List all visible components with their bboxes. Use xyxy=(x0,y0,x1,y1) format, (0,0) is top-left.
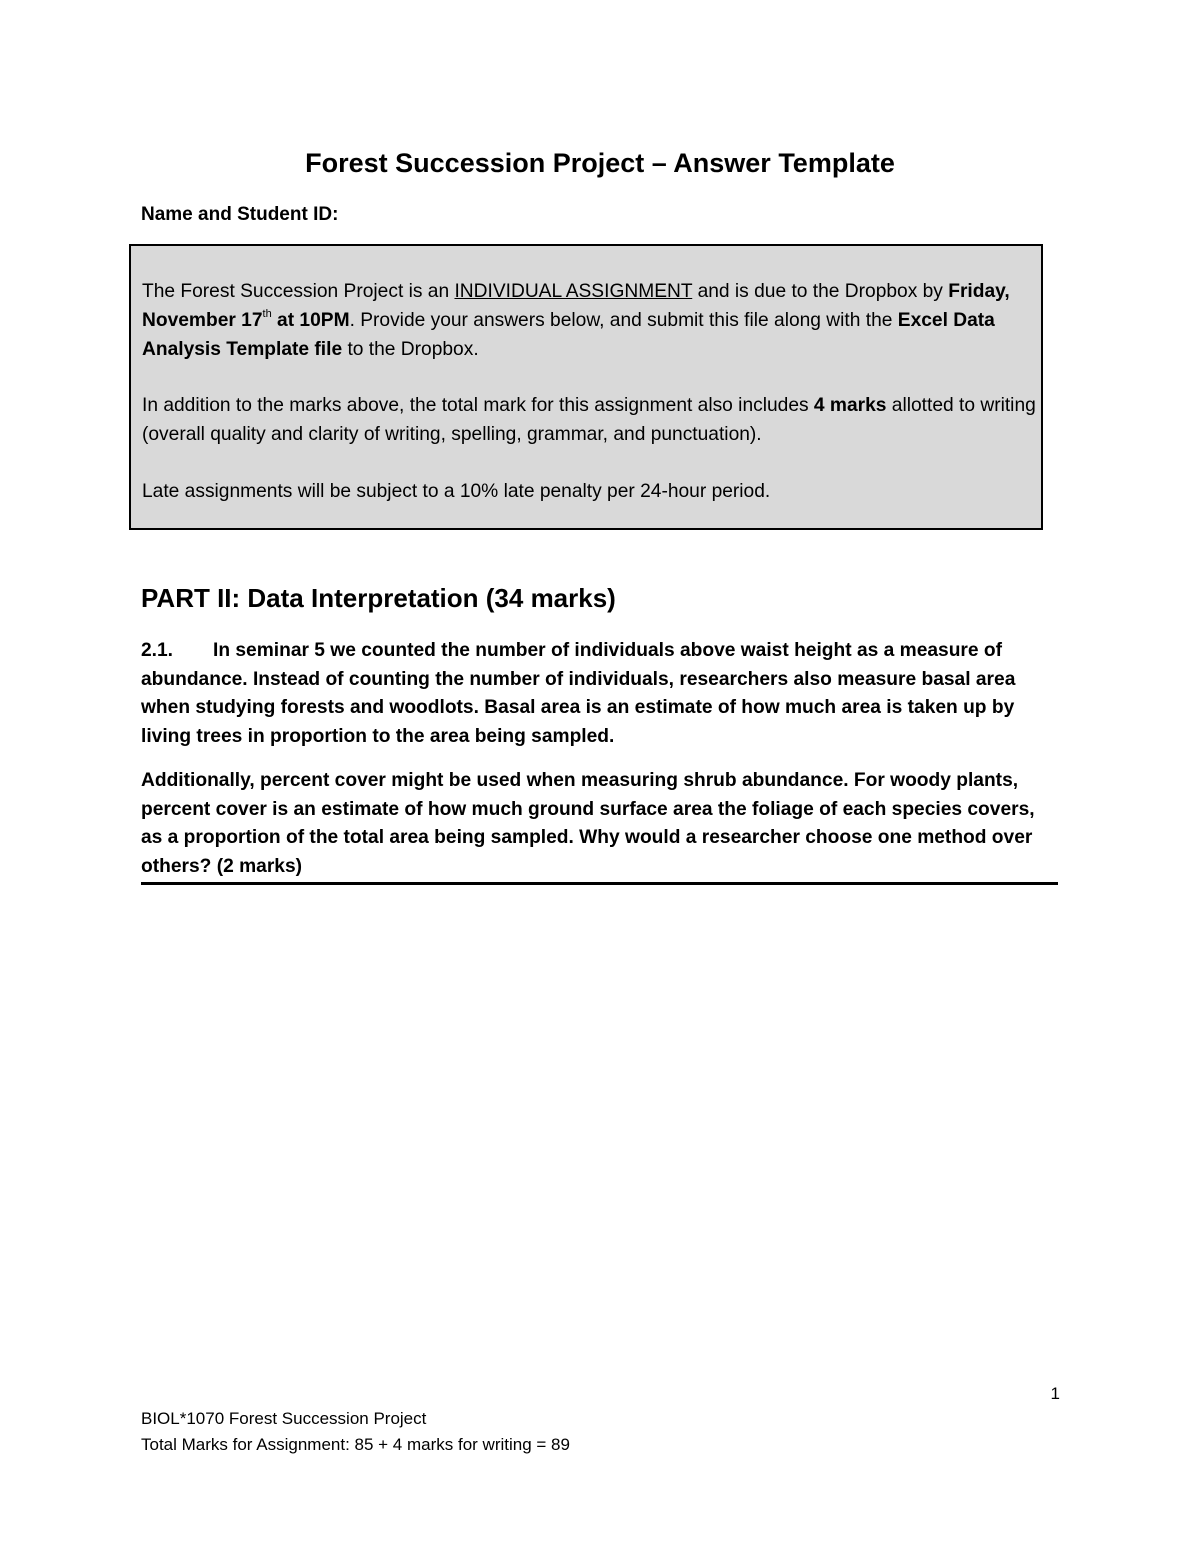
answer-divider-line xyxy=(141,882,1058,885)
date-ordinal-suffix: th xyxy=(262,308,272,321)
question-number: 2.1. xyxy=(141,640,174,661)
writing-marks-emphasis: 4 marks xyxy=(813,395,887,416)
part-heading: PART II: Data Interpretation (34 marks) xyxy=(141,583,616,613)
info-paragraph-due-date xyxy=(142,278,1037,364)
info-text: allotted to writing (overall quality and clarity of writing, spelling, grammar, and punctuation). xyxy=(142,395,1036,445)
footer-total-marks-line: Total Marks for Assignment: 85 + 4 marks for writing = 89 xyxy=(141,1435,570,1454)
due-date: Friday, November 17 xyxy=(142,281,1010,331)
info-paragraph-writing-marks xyxy=(142,392,1037,450)
info-paragraph-late-penalty: Late assignments will be subject to a 10% late penalty per 24-hour period. xyxy=(142,481,771,502)
question-2-1-paragraph-2: Additionally, percent cover might be used when measuring shrub abundance. For woody plants, percent cover is an estimate of how much ground surface area the foliage of each species covers, as a proportion of the total area being sampled. Why would a researcher choose one method over others? (2 marks) xyxy=(141,770,1035,877)
info-text: and is due to the Dropbox by xyxy=(692,281,949,302)
assignment-info-box xyxy=(129,244,1043,530)
info-text: to the Dropbox. xyxy=(342,338,479,360)
question-2-1-paragraph-1 xyxy=(141,637,1061,751)
page-number: 1 xyxy=(1050,1384,1060,1403)
name-student-id-label: Name and Student ID: xyxy=(141,204,339,225)
question-text: In seminar 5 we counted the number of individuals above waist height as a measure of abundance. Instead of counting the number of individuals, researchers also measure basal area when studying forests and woodlots. Basal area is an estimate of how much area is taken up by living trees in proportion to the area being sampled. xyxy=(141,640,1016,747)
individual-assignment-emphasis: INDIVIDUAL ASSIGNMENT xyxy=(454,281,693,302)
info-text: In addition to the marks above, the total mark for this assignment also includes xyxy=(142,395,814,416)
footer-course-line: BIOL*1070 Forest Succession Project xyxy=(141,1409,427,1428)
info-text: The Forest Succession Project is an xyxy=(142,281,455,302)
info-text: . Provide your answers below, and submit this file along with the xyxy=(349,309,898,331)
document-title: Forest Succession Project – Answer Template xyxy=(305,148,895,178)
excel-template-file-name: Excel Data Analysis Template file xyxy=(142,309,995,360)
due-time: at 10PM xyxy=(271,309,350,331)
